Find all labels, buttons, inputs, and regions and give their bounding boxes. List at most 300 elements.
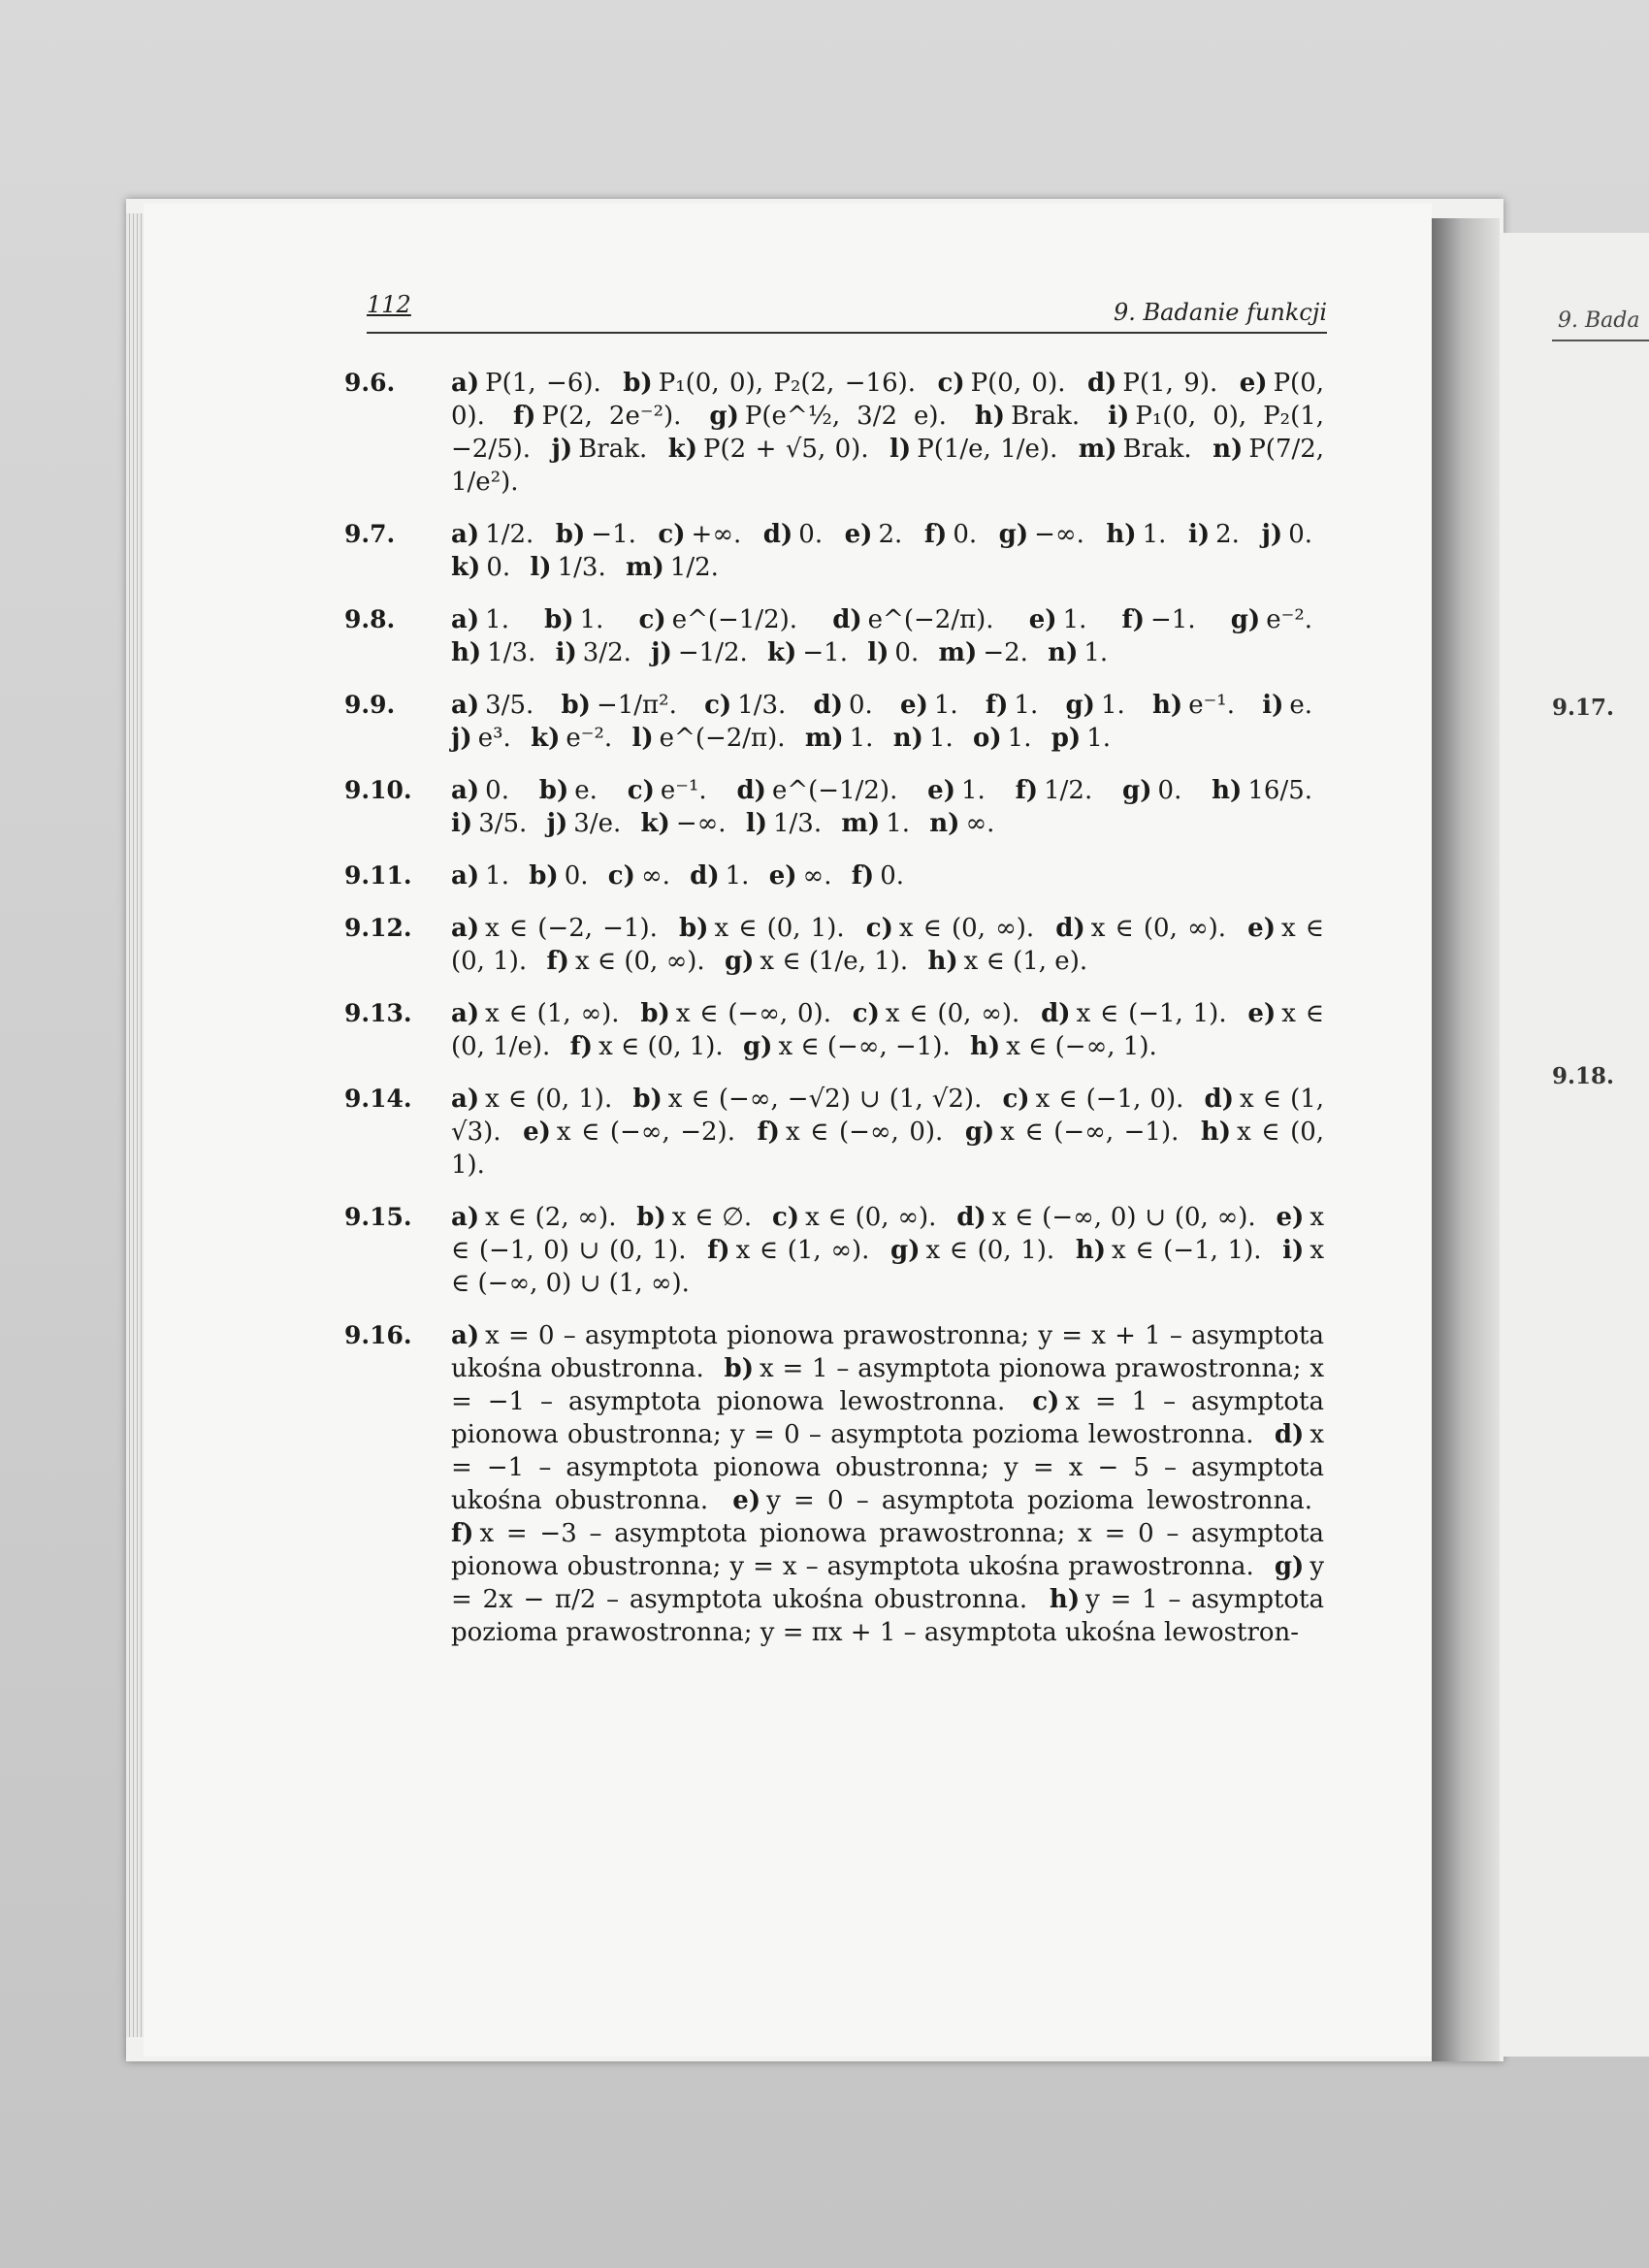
subpart-label: a)	[451, 1203, 480, 1232]
answer-part	[679, 914, 857, 943]
answer-text: −∞.	[675, 809, 727, 838]
answer-text: x ∈ (1, e).	[963, 947, 1088, 976]
answer-text: −∞.	[1034, 520, 1084, 549]
answer-text: x ∈ (0, 1).	[925, 1236, 1055, 1265]
answer-body	[451, 603, 1324, 669]
subpart-label: l)	[889, 435, 912, 464]
answer-text: 1.	[961, 776, 986, 805]
answer-text: 1/3.	[773, 809, 823, 838]
answer-part	[451, 638, 547, 667]
answer-text: 3/e.	[573, 809, 622, 838]
answer-part	[451, 861, 521, 891]
answer-part	[1188, 520, 1251, 549]
answer-text: y = 2x − π/2 – asymptota ukośna obustronna.	[451, 1552, 1325, 1614]
answer-text: x ∈ (1, √3).	[451, 1085, 1325, 1147]
answer-text: 0.	[880, 861, 905, 891]
answer-text: 0.	[485, 776, 509, 805]
answer-text: e^(−1/2).	[671, 605, 798, 634]
subpart-label: g)	[964, 1118, 995, 1147]
answer-text: 1.	[1007, 724, 1032, 753]
exercise-number: 9.15.	[344, 1203, 412, 1231]
answer-body	[451, 774, 1324, 840]
answer-part	[1261, 520, 1324, 549]
subpart-label: p)	[1051, 724, 1082, 753]
next-page-number: 9.17.	[1552, 695, 1615, 721]
answer-part	[513, 402, 693, 431]
answer-text: x ∈ (0, 1).	[485, 1085, 613, 1114]
subpart-label: a)	[451, 999, 480, 1028]
answer-part	[1065, 691, 1136, 720]
answer-part	[1055, 914, 1238, 943]
answer-text: 1.	[485, 605, 509, 634]
answer-text: P₁(0, 0), P₂(1, −2/5).	[451, 402, 1325, 464]
subpart-label: d)	[1055, 914, 1085, 943]
answer-part	[640, 999, 843, 1028]
answer-entry	[344, 518, 1324, 584]
answer-text: 1.	[933, 691, 958, 720]
answer-part	[623, 369, 927, 398]
subpart-label: h)	[1075, 1236, 1107, 1265]
answer-text: x ∈ (0, 1).	[451, 1118, 1325, 1180]
answer-text: P(e^½, 3/2 e).	[744, 402, 947, 431]
answer-part	[704, 691, 797, 720]
answer-text: 1.	[849, 724, 874, 753]
answer-part	[1212, 776, 1324, 805]
answer-text: Brak.	[1011, 402, 1081, 431]
subpart-label: c)	[638, 605, 666, 634]
subpart-label: n)	[1048, 638, 1079, 667]
answer-part	[639, 605, 810, 634]
answer-part	[732, 1486, 1324, 1515]
answer-text: P(0, 0).	[451, 369, 1325, 431]
answer-part	[746, 809, 833, 838]
subpart-label: d)	[736, 776, 766, 805]
subpart-label: k)	[667, 435, 698, 464]
answer-text: x ∈ (0, ∞).	[885, 999, 1020, 1028]
subpart-label: k)	[640, 809, 670, 838]
answer-text: y = 1 – asymptota pozioma prawostronna; y = πx + 1 – asymptota ukośna lewostron-	[451, 1585, 1325, 1647]
answer-part	[547, 809, 633, 838]
answer-part	[451, 999, 631, 1028]
answer-part	[890, 1236, 1066, 1265]
answer-text: x ∈ (−∞, 0) ∪ (1, ∞).	[451, 1236, 1324, 1298]
next-page-header: 9. Bada	[1558, 308, 1640, 333]
answer-part	[1079, 435, 1204, 464]
answer-text: e^(−2/π).	[867, 605, 994, 634]
answer-text: x ∈ (1/e, 1).	[760, 947, 909, 976]
answer-body	[451, 1319, 1324, 1649]
answer-text: P(1, 9).	[1122, 369, 1218, 398]
answer-part	[451, 1519, 1324, 1581]
answer-part	[900, 691, 970, 720]
answer-part	[641, 809, 738, 838]
answer-text: x ∈ (0, ∞).	[1090, 914, 1227, 943]
subpart-label: a)	[451, 914, 480, 943]
exercise-number: 9.9.	[344, 691, 396, 719]
subpart-label: d)	[813, 691, 844, 720]
answer-part	[767, 638, 859, 667]
answer-text: x ∈ (0, 1).	[451, 914, 1325, 976]
subpart-label: g)	[1274, 1552, 1305, 1581]
answer-text: P₁(0, 0), P₂(2, −16).	[658, 369, 917, 398]
answer-body	[451, 518, 1324, 584]
subpart-label: a)	[451, 691, 480, 720]
subpart-label: f)	[1121, 605, 1146, 634]
answer-part	[845, 520, 915, 549]
subpart-label: b)	[679, 914, 709, 943]
subpart-label: d)	[1041, 999, 1071, 1028]
answer-body	[451, 689, 1324, 755]
answer-text: x ∈ (−∞, −1).	[778, 1032, 951, 1061]
answer-text: 1/3.	[737, 691, 787, 720]
answer-entry	[344, 1201, 1324, 1300]
subpart-label: d)	[762, 520, 793, 549]
answer-text: 1/2.	[669, 553, 719, 582]
answer-text: −2.	[983, 638, 1028, 667]
subpart-label: j)	[546, 809, 568, 838]
subpart-label: m)	[938, 638, 978, 667]
answer-text: x ∈ ∅.	[671, 1203, 753, 1232]
answer-part	[939, 638, 1040, 667]
exercise-number: 9.6.	[344, 369, 396, 397]
subpart-label: b)	[636, 1203, 666, 1232]
subpart-label: b)	[632, 1085, 663, 1114]
subpart-label: b)	[529, 861, 559, 891]
answer-part	[658, 520, 753, 549]
subpart-label: m)	[1078, 435, 1117, 464]
answer-text: ∞.	[802, 861, 832, 891]
answer-text: P(0, 0).	[970, 369, 1066, 398]
subpart-label: h)	[1151, 691, 1183, 720]
answer-text: x ∈ (−1, 1).	[1076, 999, 1227, 1028]
answer-part	[546, 947, 716, 976]
answer-text: 1.	[485, 861, 509, 891]
answer-text: x ∈ (−2, −1).	[485, 914, 658, 943]
subpart-label: a)	[451, 776, 480, 805]
answer-text: 1.	[1014, 691, 1039, 720]
answer-text: −1/2.	[677, 638, 748, 667]
answer-part	[709, 402, 957, 431]
answer-part	[986, 691, 1050, 720]
answer-text: Brak.	[578, 435, 648, 464]
subpart-label: c)	[771, 1203, 800, 1232]
answer-part	[924, 520, 988, 549]
answer-text: 1.	[1100, 691, 1125, 720]
subpart-label: d)	[956, 1203, 986, 1232]
next-page	[1500, 233, 1649, 2057]
answer-part	[1122, 605, 1208, 634]
answer-text: 0.	[1288, 520, 1313, 549]
subpart-label: k)	[531, 724, 561, 753]
subpart-label: e)	[900, 691, 928, 720]
subpart-label: a)	[451, 1085, 480, 1114]
answer-part	[889, 435, 1069, 464]
answer-text: x ∈ (−1, 0) ∪ (0, 1).	[451, 1203, 1324, 1265]
subpart-label: h)	[1106, 520, 1137, 549]
answer-text: 1.	[579, 605, 604, 634]
subpart-label: b)	[623, 369, 653, 398]
answer-part	[970, 1032, 1169, 1061]
subpart-label: c)	[865, 914, 893, 943]
subpart-label: c)	[658, 520, 686, 549]
answer-part	[973, 724, 1043, 753]
subpart-label: h)	[974, 402, 1006, 431]
answer-part	[725, 947, 920, 976]
answer-part	[539, 776, 609, 805]
subpart-label: l)	[745, 809, 767, 838]
answer-text: e.	[574, 776, 598, 805]
answer-body	[451, 1083, 1324, 1182]
subpart-label: e)	[1247, 999, 1277, 1028]
answer-text: +∞.	[691, 520, 742, 549]
answer-text: x = −3 – asymptota pionowa prawostronna; x = 0 – asymptota pionowa obustronna; y = x – asymptota ukośna prawostronna.	[451, 1519, 1324, 1581]
answer-part	[451, 809, 538, 838]
answer-text: 2.	[1215, 520, 1240, 549]
subpart-label: h)	[1212, 776, 1243, 805]
answer-text: x ∈ (−∞, 1).	[1006, 1032, 1157, 1061]
exercise-number: 9.13.	[344, 999, 412, 1027]
subpart-label: i)	[1282, 1236, 1305, 1265]
answer-part	[451, 605, 521, 634]
answer-part	[1002, 1085, 1195, 1114]
answer-part	[523, 1118, 747, 1147]
subpart-label: a)	[451, 861, 480, 891]
subpart-label: j)	[451, 724, 472, 753]
answers-list	[344, 367, 1324, 1669]
answer-text: 3/5.	[485, 691, 534, 720]
answer-part	[626, 553, 730, 582]
answer-text: 1.	[1062, 605, 1087, 634]
answer-part	[451, 724, 523, 753]
subpart-label: g)	[1230, 605, 1261, 634]
answer-part	[570, 1032, 735, 1061]
subpart-label: m)	[804, 724, 844, 753]
subpart-label: i)	[451, 809, 473, 838]
subpart-label: k)	[767, 638, 797, 667]
subpart-label: l)	[631, 724, 654, 753]
answer-text: e⁻².	[566, 724, 613, 753]
subpart-label: k)	[451, 553, 481, 582]
answer-part	[1262, 691, 1324, 720]
subpart-label: h)	[1200, 1118, 1232, 1147]
answer-part	[763, 520, 834, 549]
answer-part	[556, 520, 648, 549]
subpart-label: g)	[890, 1236, 921, 1265]
answer-text: e.	[1289, 691, 1313, 720]
answer-part	[628, 776, 719, 805]
exercise-number: 9.7.	[344, 520, 396, 548]
subpart-label: j)	[1261, 520, 1283, 549]
answer-entry	[344, 774, 1324, 840]
answer-text: Brak.	[1122, 435, 1192, 464]
answer-part	[451, 520, 545, 549]
answer-part	[1152, 691, 1246, 720]
subpart-label: e)	[1276, 1203, 1305, 1232]
answer-entry	[344, 1083, 1324, 1182]
subpart-label: m)	[625, 553, 664, 582]
answer-text: e⁻¹.	[660, 776, 707, 805]
subpart-label: d)	[1274, 1420, 1305, 1449]
answer-entry	[344, 912, 1324, 978]
subpart-label: a)	[451, 605, 480, 634]
answer-text: x ∈ (−∞, −2).	[556, 1118, 735, 1147]
answer-part	[1087, 369, 1229, 398]
subpart-label: f)	[757, 1118, 780, 1147]
subpart-label: d)	[832, 605, 862, 634]
answer-text: ∞.	[965, 809, 995, 838]
answer-entry	[344, 603, 1324, 669]
answer-part	[975, 402, 1091, 431]
answer-text: 1.	[1083, 638, 1109, 667]
answer-text: e^(−2/π).	[659, 724, 786, 753]
answer-part	[927, 776, 997, 805]
answer-text: x ∈ (0, 1).	[714, 914, 845, 943]
subpart-label: b)	[561, 691, 591, 720]
answer-text: 0.	[849, 691, 873, 720]
subpart-label: j)	[551, 435, 573, 464]
answer-part	[841, 809, 922, 838]
answer-part	[1076, 1236, 1274, 1265]
answer-entry	[344, 689, 1324, 755]
answer-text: 0.	[1157, 776, 1182, 805]
answer-text: 0.	[486, 553, 511, 582]
subpart-label: f)	[1015, 776, 1039, 805]
answer-part	[938, 369, 1078, 398]
answer-text: 3/2.	[582, 638, 631, 667]
answer-text: y = 0 – asymptota pozioma lewostronna.	[766, 1486, 1313, 1515]
subpart-label: m)	[841, 809, 881, 838]
answer-text: e⁻¹.	[1188, 691, 1235, 720]
answer-part	[999, 520, 1096, 549]
subpart-label: b)	[544, 605, 574, 634]
subpart-label: b)	[724, 1354, 755, 1383]
answer-part	[451, 1085, 624, 1114]
answer-body	[451, 859, 1324, 892]
subpart-label: n)	[1212, 435, 1244, 464]
answer-text: 1.	[928, 724, 954, 753]
subpart-label: h)	[1049, 1585, 1081, 1614]
answer-text: 1.	[1142, 520, 1167, 549]
answer-text: x ∈ (0, ∞).	[805, 1203, 937, 1232]
answer-text: e³.	[477, 724, 511, 753]
answer-part	[651, 638, 760, 667]
subpart-label: d)	[1086, 369, 1117, 398]
answer-text: x ∈ (−∞, 0) ∪ (0, ∞).	[991, 1203, 1256, 1232]
subpart-label: e)	[1247, 914, 1276, 943]
subpart-label: c)	[1002, 1085, 1030, 1114]
subpart-label: g)	[724, 947, 755, 976]
answer-part	[551, 435, 659, 464]
subpart-label: n)	[929, 809, 960, 838]
subpart-label: h)	[451, 638, 482, 667]
answer-body	[451, 997, 1324, 1063]
subpart-label: c)	[607, 861, 635, 891]
answer-body	[451, 367, 1324, 499]
answer-text: P(7/2, 1/e²).	[451, 435, 1325, 497]
subpart-label: g)	[1065, 691, 1095, 720]
answer-text: x = 0 – asymptota pionowa prawostronna; y = x + 1 – asymptota ukośna obustronna.	[451, 1321, 1324, 1383]
answer-text: x ∈ (−∞, 0).	[786, 1118, 944, 1147]
answer-part	[529, 861, 599, 891]
subpart-label: n)	[892, 724, 923, 753]
answer-text: 2.	[878, 520, 903, 549]
answer-entry	[344, 859, 1324, 892]
answer-text: x ∈ (1, ∞).	[485, 999, 620, 1028]
subpart-label: e)	[844, 520, 873, 549]
subpart-label: i)	[1187, 520, 1211, 549]
subpart-label: f)	[569, 1032, 594, 1061]
answer-part	[690, 861, 760, 891]
answer-text: x ∈ (−1, 0).	[1035, 1085, 1184, 1114]
answer-text: x ∈ (0, 1/e).	[451, 999, 1324, 1061]
subpart-label: e)	[927, 776, 955, 805]
answer-part	[544, 605, 615, 634]
subpart-label: g)	[998, 520, 1029, 549]
answer-part	[1041, 999, 1239, 1028]
answer-part	[636, 1203, 763, 1232]
subpart-label: f)	[512, 402, 536, 431]
next-page-number: 9.18.	[1552, 1063, 1615, 1089]
answer-text: e⁻².	[1266, 605, 1313, 634]
answer-part	[451, 553, 522, 582]
subpart-label: e)	[1239, 369, 1268, 398]
subpart-label: h)	[927, 947, 958, 976]
answer-part	[451, 914, 669, 943]
subpart-label: j)	[651, 638, 672, 667]
page-number: 112	[367, 291, 411, 318]
answer-part	[632, 1085, 993, 1114]
answer-part	[707, 1236, 881, 1265]
subpart-label: g)	[709, 402, 739, 431]
answer-text: P(1/e, 1/e).	[917, 435, 1058, 464]
answer-text: 1/3.	[557, 553, 606, 582]
subpart-label: i)	[1262, 691, 1284, 720]
subpart-label: b)	[555, 520, 586, 549]
subpart-label: e)	[523, 1118, 551, 1147]
answer-text: 0.	[894, 638, 920, 667]
subpart-label: h)	[970, 1032, 1001, 1061]
answer-part	[561, 691, 688, 720]
subpart-label: d)	[1204, 1085, 1235, 1114]
answer-part	[772, 1203, 948, 1232]
answer-part	[965, 1118, 1191, 1147]
subpart-label: o)	[973, 724, 1002, 753]
exercise-number: 9.14.	[344, 1085, 412, 1113]
answer-text: x = −1 – asymptota pionowa obustronna; y = x − 5 – asymptota ukośna obustronna.	[451, 1420, 1324, 1515]
answer-text: 0.	[798, 520, 824, 549]
subpart-label: a)	[451, 520, 480, 549]
subpart-label: c)	[704, 691, 732, 720]
answer-part	[631, 724, 796, 753]
page-header	[367, 291, 1327, 330]
next-page-header-rule	[1552, 340, 1649, 341]
answer-part	[769, 861, 844, 891]
subpart-label: b)	[538, 776, 569, 805]
answer-part	[927, 947, 1099, 976]
answer-part	[531, 724, 624, 753]
subpart-label: c)	[937, 369, 965, 398]
answer-text: 1.	[1086, 724, 1112, 753]
answer-entry	[344, 1319, 1324, 1649]
subpart-label: i)	[555, 638, 577, 667]
answer-part	[1048, 638, 1119, 667]
answer-text: 1/3.	[487, 638, 536, 667]
subpart-label: c)	[627, 776, 655, 805]
answer-part	[556, 638, 643, 667]
answer-part	[893, 724, 965, 753]
answer-part	[530, 553, 617, 582]
answer-text: 1/2.	[485, 520, 534, 549]
